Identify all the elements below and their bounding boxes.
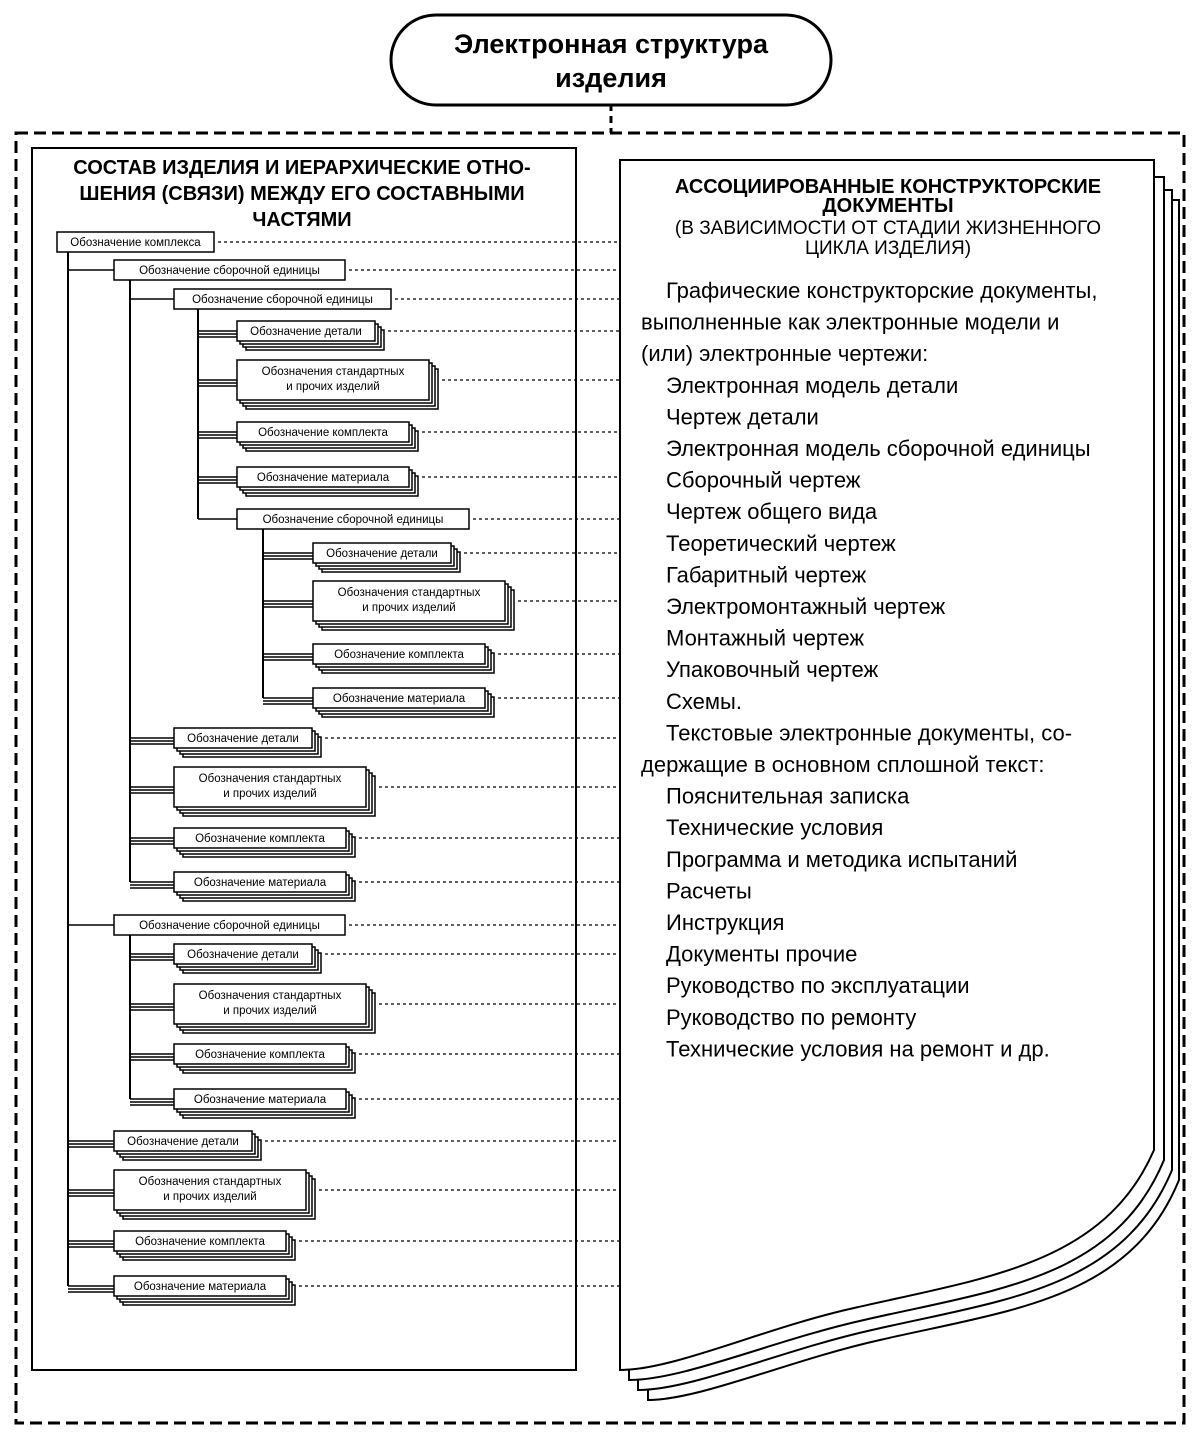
tree-node bbox=[174, 767, 375, 816]
tree-node bbox=[313, 688, 494, 717]
title-line-2: изделия bbox=[555, 63, 667, 93]
document-list-line: Теоретический чертеж bbox=[666, 530, 896, 556]
document-list-line: выполненные как электронные модели и bbox=[641, 309, 1060, 335]
document-list-line: Чертеж детали bbox=[666, 404, 819, 430]
tree-node-label: Обозначение материала bbox=[193, 1094, 327, 1106]
document-list-line: Текстовые электронные документы, со- bbox=[666, 720, 1073, 746]
tree-node bbox=[237, 467, 418, 496]
tree-node bbox=[313, 543, 460, 572]
left-panel-heading bbox=[73, 157, 530, 231]
tree-node bbox=[174, 289, 391, 309]
document-list-line: Инструкция bbox=[666, 910, 785, 935]
document-list-line: Упаковочный чертеж bbox=[666, 657, 879, 683]
tree-node bbox=[174, 944, 321, 973]
document-list-line: Пояснительная записка bbox=[666, 783, 910, 809]
left-heading-line-1: СОСТАВ ИЗДЕЛИЯ И ИЕРАРХИЧЕСКИЕ ОТНО- bbox=[73, 157, 531, 179]
title-pill bbox=[391, 15, 831, 105]
document-list-line: держащие в основном сплошной текст: bbox=[641, 752, 1045, 777]
tree-node bbox=[237, 360, 438, 409]
tree-node-label: Обозначение материала bbox=[332, 693, 466, 705]
tree-node bbox=[313, 644, 494, 673]
right-heading-bold-1: АССОЦИИРОВАННЫЕ КОНСТРУКТОРСКИЕ bbox=[674, 176, 1102, 198]
tree-node bbox=[57, 232, 214, 252]
product-structure-tree bbox=[57, 232, 514, 1305]
tree-node-label: Обозначение комплекта bbox=[258, 427, 388, 439]
tree-node-label: и прочих изделий bbox=[362, 602, 456, 614]
tree-node-label: Обозначение детали bbox=[326, 548, 438, 560]
tree-node bbox=[174, 1089, 355, 1118]
document-list-line: Руководство по ремонту bbox=[666, 1004, 917, 1030]
tree-node-label: Обозначение комплекса bbox=[70, 237, 201, 249]
tree-node bbox=[174, 984, 375, 1033]
tree-node bbox=[114, 1231, 295, 1260]
tree-node-label: Обозначения стандартных bbox=[261, 366, 405, 378]
document-list-line: Документы прочие bbox=[666, 941, 858, 967]
tree-node-label: и прочих изделий bbox=[223, 1005, 317, 1017]
tree-node bbox=[114, 1131, 261, 1160]
document-list-line: Руководство по эксплуатации bbox=[666, 973, 970, 999]
tree-node-label: Обозначение комплекта bbox=[334, 649, 464, 661]
tree-node-label: Обозначения стандартных bbox=[337, 587, 481, 599]
document-list-line: Электронная модель сборочной единицы bbox=[666, 436, 1091, 461]
tree-node-label: Обозначение комплекта bbox=[195, 833, 325, 845]
tree-node-label: Обозначения стандартных bbox=[198, 773, 342, 785]
document-list-line: (или) электронные чертежи: bbox=[641, 341, 929, 367]
tree-node bbox=[237, 422, 418, 451]
tree-node-label: Обозначение сборочной единицы bbox=[192, 294, 373, 306]
tree-node-label: Обозначение материала bbox=[256, 472, 390, 484]
tree-node-label: Обозначения стандартных bbox=[138, 1176, 282, 1188]
document-list-line: Технические условия bbox=[666, 815, 884, 841]
right-heading-normal-2: ЦИКЛА ИЗДЕЛИЯ) bbox=[804, 238, 972, 259]
document-list-line: Графические конструкторские документы, bbox=[666, 278, 1098, 303]
tree-node-label: Обозначение детали bbox=[250, 326, 362, 338]
tree-node bbox=[174, 828, 355, 857]
document-list-line: Электромонтажный чертеж bbox=[666, 594, 946, 619]
tree-node-label: Обозначение сборочной единицы bbox=[262, 514, 444, 526]
tree-node-label: Обозначение комплекта bbox=[135, 1236, 265, 1248]
document-list-line: Монтажный чертеж bbox=[666, 625, 865, 651]
tree-node bbox=[114, 915, 345, 935]
tree-node-label: Обозначение детали bbox=[187, 733, 299, 745]
left-heading-line-2: ШЕНИЯ (СВЯЗИ) МЕЖДУ ЕГО СОСТАВНЫМИ bbox=[79, 183, 525, 205]
tree-node-label: и прочих изделий bbox=[223, 788, 317, 800]
tree-node bbox=[114, 1170, 315, 1219]
tree-node-label: Обозначения стандартных bbox=[198, 990, 342, 1002]
tree-node-label: Обозначение сборочной единицы bbox=[139, 920, 320, 932]
tree-node bbox=[174, 1044, 355, 1073]
document-list-line: Схемы. bbox=[666, 688, 742, 714]
tree-node bbox=[313, 581, 514, 630]
tree-node bbox=[174, 728, 321, 757]
tree-node-label: Обозначение материала bbox=[193, 877, 327, 889]
tree-node-label: Обозначение детали bbox=[127, 1136, 239, 1148]
document-list-line: Электронная модель детали bbox=[666, 372, 959, 398]
right-heading-bold-2: ДОКУМЕНТЫ bbox=[822, 195, 954, 217]
document-list-line: Чертеж общего вида bbox=[666, 499, 878, 525]
left-heading-line-3: ЧАСТЯМИ bbox=[252, 209, 352, 231]
tree-node bbox=[237, 509, 469, 529]
tree-node bbox=[114, 260, 345, 280]
tree-node bbox=[237, 321, 384, 350]
tree-node-label: Обозначение комплекта bbox=[195, 1049, 325, 1061]
tree-node-label: Обозначение материала bbox=[133, 1281, 267, 1293]
tree-node-label: Обозначение детали bbox=[187, 949, 299, 961]
title-line-1: Электронная структура bbox=[454, 29, 768, 59]
tree-node-label: и прочих изделий bbox=[163, 1191, 257, 1203]
document-list-line: Технические условия на ремонт и др. bbox=[666, 1036, 1050, 1062]
tree-node-label: Обозначение сборочной единицы bbox=[139, 265, 320, 277]
right-heading-normal-1: (В ЗАВИСИМОСТИ ОТ СТАДИИ ЖИЗНЕННОГО bbox=[674, 218, 1102, 239]
document-list-line: Расчеты bbox=[666, 878, 752, 904]
tree-node bbox=[174, 872, 355, 901]
document-list-line: Программа и методика испытаний bbox=[666, 846, 1018, 872]
document-list-line: Сборочный чертеж bbox=[666, 467, 861, 493]
tree-node bbox=[114, 1276, 295, 1305]
document-list-line: Габаритный чертеж bbox=[666, 562, 867, 588]
tree-node-label: и прочих изделий bbox=[286, 381, 380, 393]
